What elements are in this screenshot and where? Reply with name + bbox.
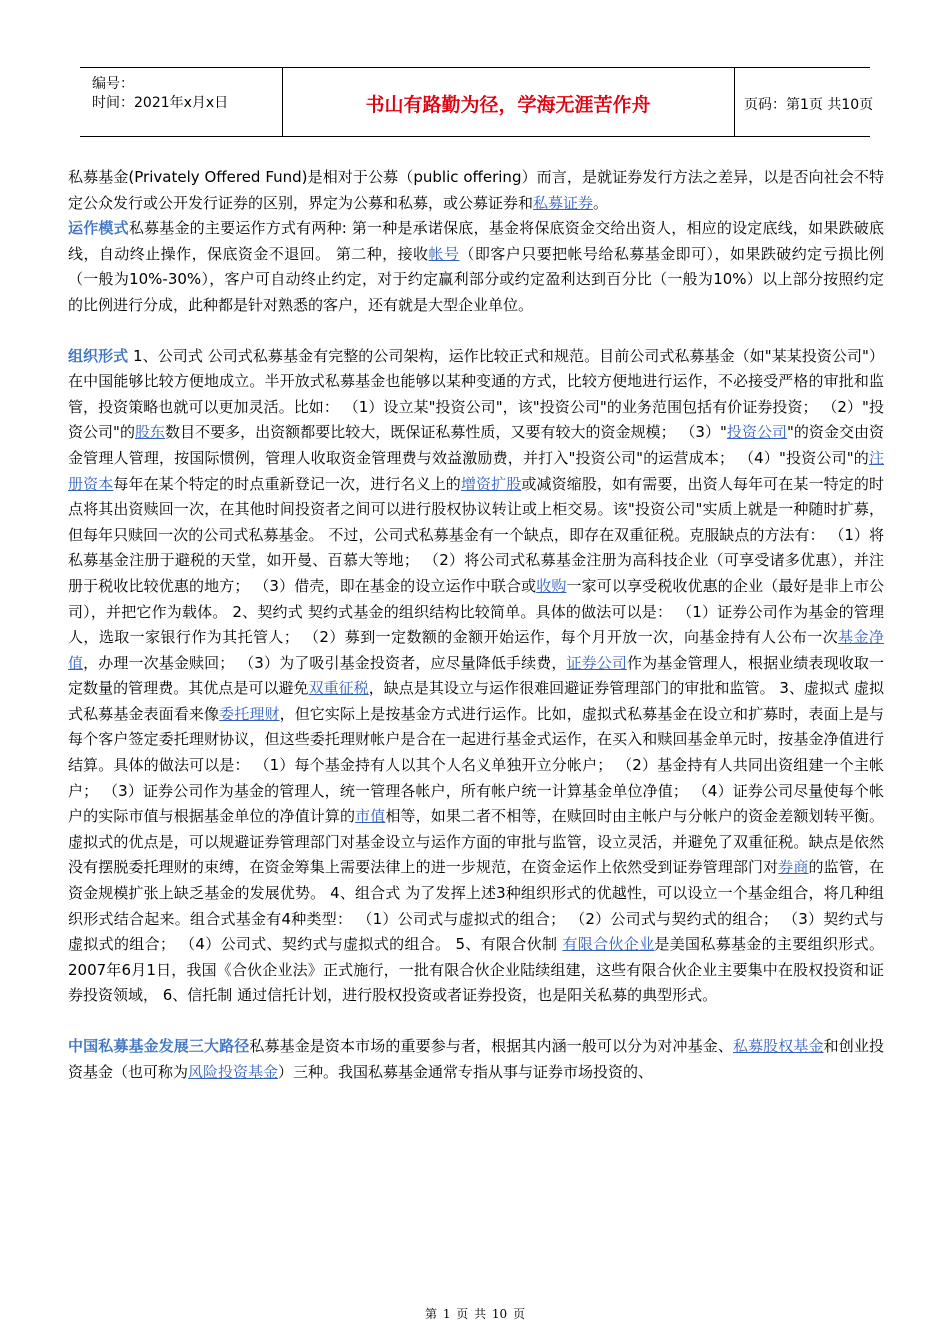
section-heading-development-paths: 中国私募基金发展三大路径 (68, 1037, 250, 1055)
header-motto-cell (282, 68, 735, 136)
document-time-label: 时间：2021年x月x日 (92, 95, 229, 111)
link-investment-company[interactable]: 投资公司 (726, 423, 787, 442)
link-securities-company[interactable]: 证券公司 (566, 653, 627, 672)
link-account[interactable]: 帐号 (428, 244, 460, 263)
text-run: 是美国私募基金的主要组织形式。 2007年6月1日，我国《合伙企业法》正式施行，一批有限合伙企业陆续组建，这些有限合伙企业主要集中在股权投资和证券投资领域， 6、信托制 通过信托计划，进行股权投资或者证券投资，也是阳关私募的典型形式。 (68, 935, 884, 1005)
text-run: 和创业投资基金（也可称为 (68, 1037, 884, 1081)
text-run: 数目不要多，出资额都要比较大，既保证私募性质，又要有较大的资金规模； （3）" (165, 423, 727, 442)
link-limited-partnership[interactable]: 有限合伙企业 (562, 935, 655, 954)
text-run: "的资金交由资金管理人管理，按国际惯例，管理人收取资金管理费与效益激励费，并打入"投资公司"的运营成本； （4）"投资公司"的 (68, 423, 885, 467)
paragraph-intro (68, 165, 884, 216)
text-run: ，但它实际上是按基金方式进行运作。比如，虚拟式私募基金在设立和扩募时，表面上是与每个客户签定委托理财协议，但这些委托理财帐户是合在一起进行基金式运作，在买入和赎回基金单元时，按基金净值进行结算。具体的做法可以是： （1）每个基金持有人以其个人名义单独开立分帐户； （2）基金持有人共同出资组建一个主帐户； （3）证券公司作为基金的管理人，统一管理各帐户，所有帐户统一计算基金单位净值； （4）证券公司尽量使每个帐户的实际市值与根据基金单位的净值计算的 (68, 704, 884, 826)
link-fund-nav[interactable]: 基金净值 (68, 628, 884, 672)
header-table (80, 67, 874, 137)
link-private-securities[interactable]: 私募证券 (533, 193, 594, 212)
paragraph-organization-form (68, 344, 884, 1009)
link-market-value[interactable]: 市值 (355, 807, 386, 826)
text-run: （即客户只要把帐号给私募基金即可），如果跌破约定亏损比例（一般为10%-30%），客户可自动终止约定，对于约定赢利部分或约定盈利达到百分比（一般为10%）以上部分按照约定的比例进行分成，此种都是针对熟悉的客户，还有就是大型企业单位。 (68, 244, 884, 314)
text-run: 私募基金的主要运作方式有两种: 第一种是承诺保底，基金将保底资金交给出资人，相应的设定底线，如果跌破底线，自动终止操作，保底资金不退回。 第二种，接收 (68, 219, 884, 263)
header-meta-cell (80, 68, 283, 136)
header-page-cell (734, 68, 874, 136)
header-motto: 书山有路勤为径，学海无涯苦作舟 (365, 94, 651, 116)
link-double-taxation[interactable]: 双重征税 (308, 679, 369, 698)
text-run: ）三种。我国私募基金通常专指从事与证券市场投资的、 (278, 1062, 654, 1081)
link-registered-capital[interactable]: 注册资本 (68, 448, 884, 493)
text-run: 每年在某个特定的时点重新登记一次，进行名义上的 (113, 474, 461, 493)
text-run: 私募基金是资本市场的重要参与者，根据其内涵一般可以分为对冲基金、 (249, 1037, 733, 1055)
text-run: 。 (593, 193, 609, 212)
link-capital-increase[interactable]: 增资扩股 (460, 474, 522, 493)
page-footer: 第 1 页 共 10 页 (425, 1307, 525, 1321)
text-run: 相等，如果二者不相等，在赎回时由主帐户与分帐户的资金差额划转平衡。 虚拟式的优点是，可以规避证券管理部门对基金设立与运作方面的审批与监管，设立灵活，并避免了双重征税。缺点是依然没有摆脱委托理财的束缚，在资金筹集上需要法律上的进一步规范，在资金运作上依然受到证券管理部门对 (68, 807, 884, 877)
link-entrusted-finance[interactable]: 委托理财 (219, 704, 280, 723)
paragraph-development-paths (68, 1034, 884, 1085)
header-page-info: 页码：第1页 共10页 (744, 97, 874, 113)
text-run: ，办理一次基金赎回； （3）为了吸引基金投资者，应尽量降低手续费， (83, 653, 567, 672)
document-number-label: 编号： (92, 76, 134, 92)
text-run: 的监管，在资金规模扩张上缺乏基金的发展优势。 4、组合式 为了发挥上述3种组织形式的优越性，可以设立一个基金组合，将几种组织形式结合起来。组合式基金有4种类型： （1）公司式与虚拟式的组合； （2）公司式与契约式的组合； （3）契约式与虚拟式的组合； （4）公司式、契约式与虚拟式的组合。 5、有限合伙制 (68, 858, 884, 954)
text-run: 作为基金管理人，根据业绩表现收取一定数量的管理费。其优点是可以避免 (68, 653, 884, 698)
link-private-equity-fund[interactable]: 私募股权基金 (732, 1037, 824, 1055)
text-run: 1、公司式 公司式私募基金有完整的公司架构，运作比较正式和规范。目前公司式私募基金（如"某某投资公司"）在中国能够比较方便地成立。半开放式私募基金也能够以某种变通的方式，比较方便地进行运作，不必接受严格的审批和监管，投资策略也就可以更加灵活。比如： （1）设立某"投资公司"，该"投资公司"的业务范围包括有价证券投资； （2）"投资公司"的 (68, 346, 884, 442)
text-run: ，缺点是其设立与运作很难回避证券管理部门的审批和监管。 3、虚拟式 虚拟式私募基金表面看来像 (68, 679, 884, 723)
text-run: 一家可以享受税收优惠的企业（最好是非上市公司），并把它作为载体。 2、契约式 契约式基金的组织结构比较简单。具体的做法可以是： （1）证券公司作为基金的管理人，选取一家银行作为其托管人； （2）募到一定数额的金额开始运作，每个月开放一次，向基金持有人公布一次 (68, 576, 884, 647)
text-run: 或减资缩股，如有需要，出资人每年可在某一特定的时点将其出资赎回一次，在其他时间投资者之间可以进行股权协议转让或上柜交易。该"投资公司"实质上就是一种随时扩募，但每年只赎回一次的公司式私募基金。 不过，公司式私募基金有一个缺点，即存在双重征税。克服缺点的方法有： （1）将私募基金注册于避税的天堂，如开曼、百慕大等地； （2）将公司式私募基金注册为高科技企业（可享受诸多优惠），并注册于税收比较优惠的地方； （3）借壳，即在基金的设立运作中联合或 (68, 474, 884, 595)
section-heading-operation-mode: 运作模式 (68, 219, 129, 238)
link-brokerage[interactable]: 券商 (778, 858, 809, 877)
document-body (68, 165, 884, 1085)
section-heading-organization-form: 组织形式 (68, 346, 129, 365)
link-venture-capital-fund[interactable]: 风险投资基金 (188, 1062, 279, 1081)
paragraph-operation-mode (68, 216, 884, 318)
text-run: 私募基金(Privately Offered Fund)是相对于公募（public offering）而言，是就证券发行方法之差异，以是否向社会不特定公众发行或公开发行证券的区别，界定为公募和私募，或公募证券和 (68, 168, 884, 212)
link-shareholder[interactable]: 股东 (135, 423, 166, 442)
link-acquisition[interactable]: 收购 (536, 576, 567, 595)
